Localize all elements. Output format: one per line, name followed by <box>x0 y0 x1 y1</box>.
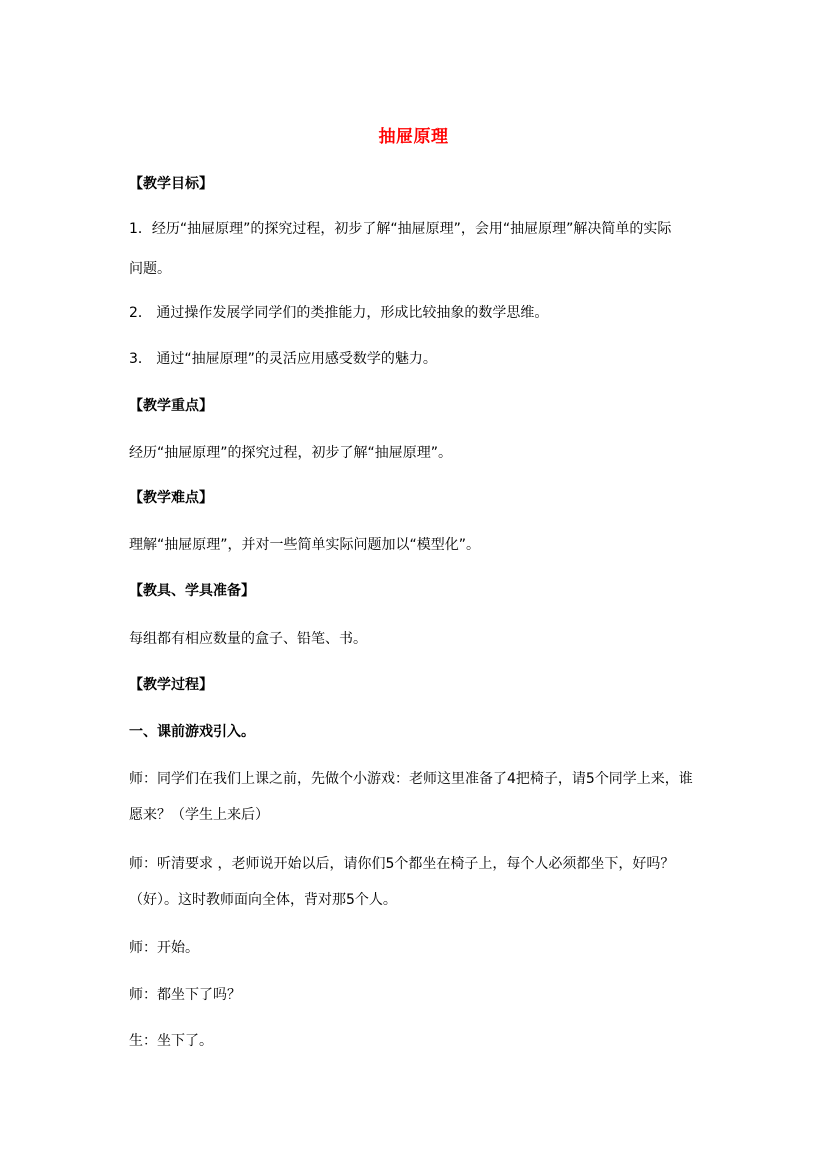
teacher-line-4: 师：都坐下了吗？ <box>129 987 241 1003</box>
part-1-heading: 一、课前游戏引入。 <box>129 724 255 740</box>
student-line-1: 生：坐下了。 <box>129 1033 213 1049</box>
materials-text: 每组都有相应数量的盒子、铅笔、书。 <box>129 631 367 647</box>
page-title: 抽屉原理 <box>378 127 449 147</box>
teacher-line-1b: 愿来？（学生上来后） <box>129 807 269 823</box>
process-heading: 【教学过程】 <box>129 677 213 693</box>
teacher-line-1a: 师：同学们在我们上课之前，先做个小游戏：老师这里准备了4把椅子，请5个同学上来，谁 <box>129 771 693 787</box>
teacher-line-3: 师：开始。 <box>129 940 199 956</box>
goal-1-line-2: 问题。 <box>129 261 171 277</box>
goal-3: 3． 通过“抽屉原理”的灵活应用感受数学的魅力。 <box>129 351 437 367</box>
teacher-line-2a: 师：听清要求 ，老师说开始以后，请你们5个都坐在椅子上，每个人必须都坐下，好吗？ <box>129 856 675 872</box>
key-points-text: 经历“抽屉原理”的探究过程，初步了解“抽屉原理”。 <box>129 445 453 461</box>
difficulty-heading: 【教学难点】 <box>129 490 213 506</box>
teacher-line-2b: （好）。这时教师面向全体，背对那5个人。 <box>129 892 397 908</box>
key-points-heading: 【教学重点】 <box>129 398 213 414</box>
materials-heading: 【教具、学具准备】 <box>129 583 255 599</box>
goal-2: 2． 通过操作发展学同学们的类推能力，形成比较抽象的数学思维。 <box>129 305 549 321</box>
goals-heading: 【教学目标】 <box>129 176 213 192</box>
goal-1-line-1: 1．经历“抽屉原理”的探究过程，初步了解“抽屉原理”，会用“抽屉原理”解决简单的实际 <box>129 221 672 237</box>
difficulty-text: 理解“抽屉原理”，并对一些简单实际问题加以“模型化”。 <box>129 537 481 553</box>
